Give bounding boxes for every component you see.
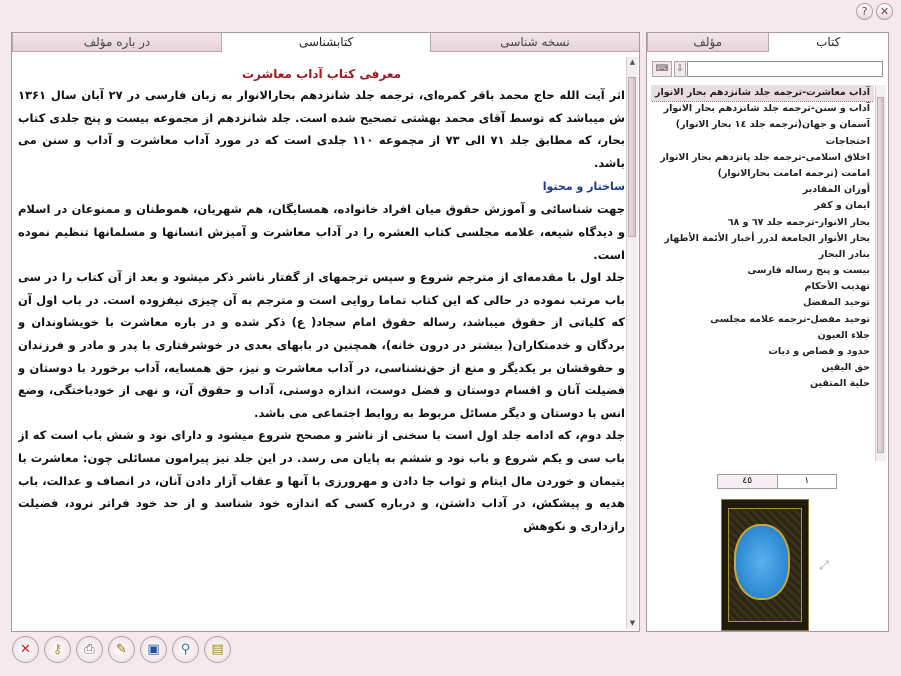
list-item[interactable]: بیست و پنج رساله فارسی [747, 265, 870, 277]
scroll-up-icon[interactable]: ▲ [629, 58, 636, 66]
edit-button[interactable] [108, 636, 135, 663]
tab-label: کتابشناسی [298, 35, 354, 49]
page-total: ٤٥ [718, 475, 777, 488]
search-icon: ⚲ [180, 642, 191, 657]
print-icon: ⎙ [84, 642, 95, 657]
scroll-thumb[interactable] [877, 97, 884, 453]
help-button[interactable] [856, 3, 873, 20]
list-item[interactable]: بحار الأنوار الجامعة لدرر أخبار الأئمة الأطهار [664, 232, 870, 244]
paragraph: جلد دوم، که ادامه جلد اول است با سخنی از ناشر و مصحح شروع میشود و دارای نود و شش باب است که از باب سی و یکم شروع و باب نود و ششم به پایان می رسد. در این جلد نیز پیرامون مسائلی چون: معاشرت با یتیمان و خوردن مال ایتام و ثواب جا دادن و مهرورزی با آنها و عقاب آزار دادن آنان، در انصاف و عدالت، باب هدیه و پیشکش، در آداب داشتن، و درباره کسی که اندازه خود شناسد و از حد خود فراتر نرود، فضیلت رازداری و نکوهش [18, 428, 625, 533]
tab-author[interactable] [647, 33, 768, 52]
section-heading: ساختار و محتوا [542, 180, 625, 194]
scroll-thumb[interactable] [628, 77, 636, 237]
book-list [651, 85, 874, 461]
list-item[interactable]: آسمان و جهان(ترجمه جلد ١٤ بحار الانوار) [675, 119, 870, 131]
list-item[interactable]: أوزان المقادير [802, 184, 870, 196]
list-item[interactable]: احتجاجات [825, 135, 870, 147]
list-item[interactable]: حق اليقين [821, 362, 870, 374]
bottom-toolbar [12, 636, 231, 666]
search-button[interactable] [172, 636, 199, 663]
keyboard-icon[interactable]: ⌨ [652, 61, 672, 77]
tab-bibliography[interactable] [221, 33, 430, 52]
document-title: معرفی کتاب آداب معاشرت [241, 67, 402, 81]
list-item[interactable]: جلاء العيون [817, 329, 870, 341]
arrow-down-icon[interactable]: ⇩ [674, 61, 686, 77]
document-scrollbar[interactable] [626, 57, 638, 629]
list-item[interactable]: توحید مفضل-ترجمه علامه مجلسی [710, 313, 870, 325]
list-item[interactable]: تهذيب الأحكام [804, 281, 870, 293]
book-tabs [647, 33, 888, 52]
list-item[interactable]: توحيد المفضل [803, 297, 870, 309]
close-icon: ✕ [20, 642, 31, 657]
paragraph: جهت شناسائی و آموزش حقوق میان افراد خانواده، همسایگان، هم شهریان، هموطنان و ممنوعان در اسلام و دیدگاه شیعه، علامه مجلسی کتاب العشره را در آداب معاشرت و آمیزش انسانها و مسلمانها تنظیم نموده است. [18, 202, 625, 262]
tab-label: کتاب [816, 35, 841, 49]
list-item[interactable]: ایمان و کفر [814, 200, 870, 212]
print-button[interactable] [76, 636, 103, 663]
close-icon: ✕ [879, 5, 890, 18]
book-panel [646, 32, 889, 632]
tab-about-author[interactable] [12, 33, 221, 52]
paragraph: اثر آیت الله حاج محمد باقر کمره‌ای، ترجمه جلد شانزدهم بحارالانوار به زبان فارسی در ۲۷ آبان سال ۱۳۶۱ ش میباشد که توسط آقای محمد بهشتی تصحیح شده است. جلد شانزدهم از مجموعه بیست و پنج جلدی کتاب بحار، که مطابق جلد ۷۱ الی ۷۳ از مجموعه ۱۱۰ جلدی است که در مورد آداب معاشرت و آداب و سنن می باشد. [18, 88, 625, 170]
scroll-down-icon[interactable]: ▼ [629, 619, 636, 627]
list-item[interactable]: آداب معاشرت-ترجمه جلد شانزدهم بحار الانوار [651, 85, 874, 101]
page-current[interactable]: ١ [777, 475, 837, 488]
list-item[interactable]: بحار الانوار-ترجمه جلد ٦٧ و ٦٨ [727, 216, 870, 228]
list-item[interactable]: آداب و سنن-ترجمه جلد شانزدهم بحار الانوار [663, 103, 870, 115]
tab-label: در باره مؤلف [83, 35, 151, 49]
content-tabs [12, 33, 639, 52]
notes-button[interactable] [204, 636, 231, 663]
tab-label: مؤلف [693, 35, 723, 49]
book-cover-image [721, 499, 809, 631]
export-icon: ▣ [147, 642, 160, 657]
notes-icon: ▤ [211, 642, 224, 657]
export-button[interactable] [140, 636, 167, 663]
document-text [18, 59, 625, 627]
list-item[interactable]: امامت (ترجمه امامت بحارالانوار) [717, 167, 870, 179]
close-button[interactable] [12, 636, 39, 663]
help-icon: ? [861, 5, 868, 18]
tab-book[interactable] [768, 33, 889, 52]
list-item[interactable]: اخلاق اسلامی-ترجمه جلد پانزدهم بحار الانوار [660, 151, 870, 163]
list-item[interactable]: بنادر البحار [818, 248, 870, 260]
cover-medallion [734, 524, 790, 600]
paragraph: جلد اول با مقدمه‌ای از مترجم شروع و سپس ترجمهای از گفتار ناشر ذکر میشود و بعد از آن کتاب را در سی باب مرتب نموده در حالی که این کتاب تماما روایی است و مترجم به آن چیزی نیفزوده است. در باب اول آن که کلیاتی از حقوق میباشد، رساله حقوق امام سجاد( ع) ذکر شده و در باره معاشرت با خویشاوندان و بردگان و خدمتکاران( بیشتر در درون خانه)، همچنین در بابهای بعدی در خوشرفتاری با پدر و مادر و فرزندان و حقوقشان بر یکدیگر و منع از حق‌نشناسی، در آداب معاشرت و نیز، حق همسایه، آداب برخورد با دوستان و فضیلت آنان و اقسام دوستان و فضل دوست، اندازه دوستی، آداب و حقوق آن، و نهی از خودباختگی، وضع انس با دوستان و دیگر مسائل مربوط به روابط اجتماعی می باشد. [18, 270, 625, 420]
pager [717, 474, 837, 489]
key-icon: ⚷ [52, 642, 63, 657]
tab-manuscripts[interactable] [430, 33, 639, 52]
list-item[interactable]: حلية المتقين [809, 378, 870, 390]
list-item[interactable]: حدود و قصاص و دیات [768, 346, 870, 357]
content-panel [11, 32, 640, 632]
book-list-scrollbar[interactable] [875, 85, 886, 461]
expand-icon[interactable]: ⤢ [819, 558, 829, 572]
close-window-button[interactable] [876, 3, 893, 20]
search-bar [652, 61, 883, 79]
tab-label: نسخه شناسی [500, 35, 570, 49]
search-input[interactable] [687, 61, 883, 77]
edit-icon: ✎ [116, 642, 127, 657]
key-button[interactable] [44, 636, 71, 663]
